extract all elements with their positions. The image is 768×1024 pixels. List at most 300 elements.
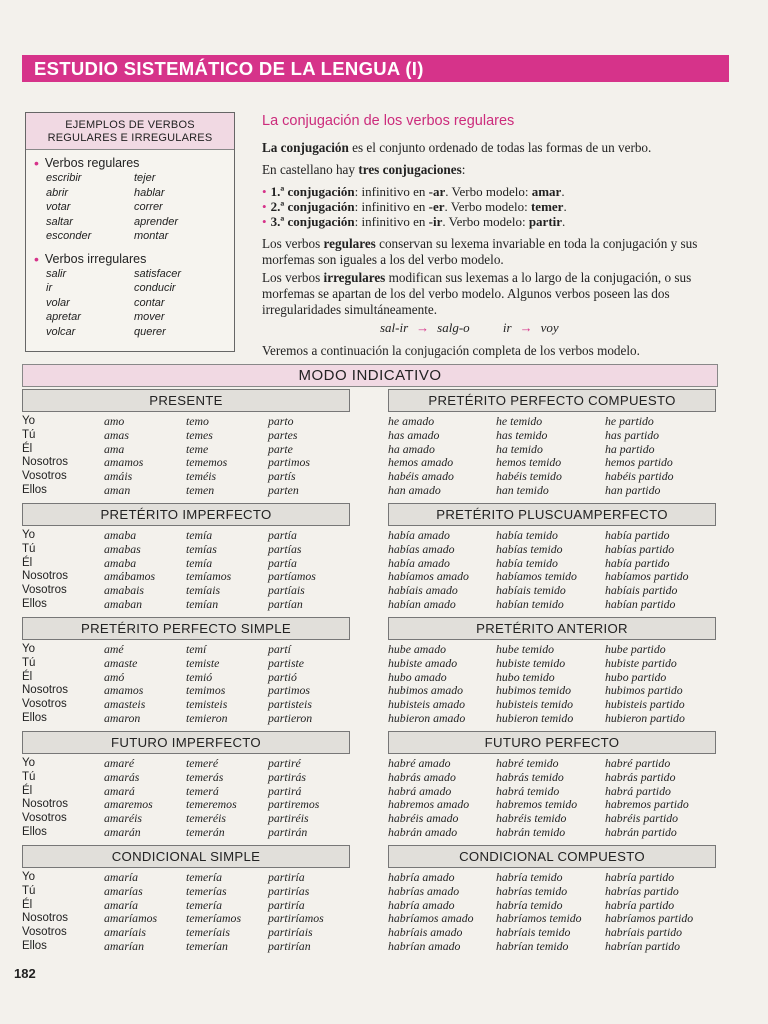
verb-form: amé	[104, 642, 124, 656]
verb-form: amaría	[104, 870, 139, 884]
verb-form: hubimos temido	[496, 683, 572, 698]
example-verb: montar	[134, 230, 169, 242]
conjugation-item: • 2.ª conjugación: infinitivo en -er. Verbo modelo: temer.	[262, 199, 567, 214]
example-verb: aprender	[134, 215, 179, 228]
verb-form: habré amado	[388, 756, 451, 770]
example-verb: volcar	[46, 325, 76, 338]
verb-form: temías	[186, 541, 217, 556]
bullet-icon: •	[34, 250, 39, 267]
regular-verbs-list	[46, 171, 234, 244]
verb-form: partirías	[268, 883, 310, 898]
verb-form: había temido	[496, 555, 558, 570]
verb-form: temisteis	[186, 697, 228, 712]
verb-form: partíais	[268, 583, 305, 598]
paragraph-irregular: Los verbos irregulares modifican sus lexemas a lo largo de la conjugación, o sus morfemas se apartan de los del verbo modelo. Algunos verbos poseen las dos irregularidades simultáneamente.	[262, 270, 692, 317]
verb-form: has partido	[605, 427, 660, 442]
bullet-icon: •	[262, 184, 267, 199]
verb-form: habrán amado	[388, 824, 458, 839]
verb-form: hemos amado	[388, 455, 454, 470]
verb-form: has amado	[388, 427, 440, 442]
example-verb: esconder	[46, 230, 92, 242]
verb-form: habrá temido	[496, 783, 560, 798]
tense-heading: PRETÉRITO PERFECTO SIMPLE	[22, 617, 350, 640]
verb-form: temerás	[186, 769, 224, 784]
pronoun-column	[22, 871, 68, 954]
verb-form: temeré	[186, 756, 219, 770]
verb-form: has temido	[496, 427, 548, 442]
verb-form: temíais	[186, 583, 221, 598]
verb-form: temimos	[186, 683, 226, 698]
example-verb: saltar	[46, 215, 73, 228]
verb-form: amaríais	[104, 925, 146, 940]
verb-form: habría amado	[388, 870, 455, 884]
tense-heading: PRESENTE	[22, 389, 350, 412]
verb-form: hube amado	[388, 642, 446, 656]
verb-form: amamos	[104, 455, 144, 470]
verb-form: temieron	[186, 710, 228, 725]
verb-form: habrá amado	[388, 783, 452, 798]
verb-form: partiría	[268, 897, 305, 912]
verb-form: habías amado	[388, 541, 455, 556]
verb-form: partió	[268, 669, 297, 684]
verb-form: hubieron partido	[605, 710, 685, 725]
tense-heading: FUTURO PERFECTO	[388, 731, 716, 754]
verb-form: he temido	[496, 414, 543, 428]
paragraph-conjugations: En castellano hay tres conjugaciones:	[262, 162, 466, 177]
verb-form: había temido	[496, 528, 558, 542]
verb-form: hubimos amado	[388, 683, 464, 698]
verb-form: amábamos	[104, 569, 156, 584]
verb-form: había partido	[605, 555, 670, 570]
page-number: 182	[14, 966, 36, 981]
pronoun: Nosotros	[22, 798, 69, 811]
verb-form: partías	[268, 541, 302, 556]
example-verb: votar	[46, 201, 71, 213]
pronoun: Yo	[22, 643, 36, 655]
verb-form: temerá	[186, 783, 219, 798]
verb-column-amar	[388, 643, 465, 726]
verb-form: temen	[186, 482, 215, 497]
verb-column-partir	[268, 871, 324, 954]
verb-form: partiremos	[268, 797, 320, 812]
verb-form: hubieron temido	[496, 710, 574, 725]
verb-form: hubo temido	[496, 669, 555, 684]
verb-form: teméis	[186, 469, 217, 484]
pronoun: Ellos	[22, 483, 47, 496]
verb-form: habrían partido	[605, 938, 681, 953]
verb-form: hube temido	[496, 642, 554, 656]
regular-verbs-heading: • Verbos regulares	[34, 155, 140, 171]
verb-form: habrías partido	[605, 883, 679, 898]
verb-form: partiría	[268, 870, 305, 884]
verb-form: habrían temido	[496, 938, 569, 953]
verb-column-temer	[186, 415, 227, 498]
verb-form: partía	[268, 528, 297, 542]
pronoun: Tú	[22, 656, 36, 669]
verb-form: habremos temido	[496, 797, 578, 812]
pronoun: Él	[22, 784, 33, 797]
verb-form: amáis	[104, 469, 133, 484]
example-verb: apretar	[46, 311, 81, 323]
verb-form: habíamos temido	[496, 569, 577, 584]
pronoun: Ellos	[22, 597, 47, 610]
verb-column-amar	[104, 757, 153, 840]
verb-form: amaste	[104, 655, 138, 670]
verb-column-amar	[104, 529, 155, 612]
verb-form: partiríais	[268, 925, 313, 940]
verb-form: amaríamos	[104, 911, 158, 926]
pronoun: Tú	[22, 428, 36, 441]
verb-form: temeríais	[186, 925, 230, 940]
verb-form: habré partido	[605, 756, 671, 770]
example-verb: tejer	[134, 172, 156, 184]
examples-box	[25, 112, 235, 352]
verb-column-amar	[388, 415, 454, 498]
verb-column-partir	[268, 757, 319, 840]
example-verb: satisfacer	[134, 267, 182, 280]
verb-form: habremos partido	[605, 797, 689, 812]
verb-form: hube partido	[605, 642, 666, 656]
verb-form: habremos amado	[388, 797, 470, 812]
pronoun: Nosotros	[22, 456, 69, 469]
verb-form: han partido	[605, 482, 661, 497]
example-verb: hablar	[134, 186, 165, 199]
verb-form: hubisteis amado	[388, 697, 466, 712]
conjugation-item: • 3.ª conjugación: infinitivo en -ir. Verbo modelo: partir.	[262, 214, 566, 229]
verb-form: hubiste partido	[605, 655, 677, 670]
verb-column-temer	[496, 415, 562, 498]
tense-heading: PRETÉRITO IMPERFECTO	[22, 503, 350, 526]
verb-column-temer	[186, 529, 231, 612]
verb-form: habéis temido	[496, 469, 562, 484]
example-verb: abrir	[46, 186, 69, 199]
verb-form: amaba	[104, 555, 137, 570]
verb-form: temí	[186, 642, 207, 656]
tense-heading: FUTURO IMPERFECTO	[22, 731, 350, 754]
verb-column-amar	[388, 871, 474, 954]
pronoun: Ellos	[22, 939, 47, 952]
pronoun: Tú	[22, 884, 36, 897]
tense-heading: CONDICIONAL COMPUESTO	[388, 845, 716, 868]
verb-form: amas	[104, 427, 129, 442]
verb-form: partirían	[268, 938, 311, 953]
pronoun: Yo	[22, 757, 36, 769]
verb-form: amará	[104, 783, 135, 798]
verb-form: habrás amado	[388, 769, 456, 784]
verb-form: amaréis	[104, 811, 143, 826]
verb-form: habíamos amado	[388, 569, 469, 584]
example-verb: contar	[134, 296, 165, 309]
verb-column-temer	[186, 757, 237, 840]
verb-form: tememos	[186, 455, 228, 470]
verb-form: partisteis	[268, 697, 312, 712]
verb-form: amabas	[104, 541, 141, 556]
verb-form: temía	[186, 555, 213, 570]
verb-form: teme	[186, 441, 209, 456]
pronoun-column	[22, 529, 68, 612]
pronoun-column	[22, 643, 68, 726]
example-verb: escribir	[46, 172, 82, 184]
verb-form: temeremos	[186, 797, 237, 812]
verb-form: habías partido	[605, 541, 675, 556]
verb-form: hemos partido	[605, 455, 673, 470]
verb-form: partimos	[268, 683, 310, 698]
verb-form: había amado	[388, 555, 450, 570]
verb-form: han temido	[496, 482, 549, 497]
paragraph-regular: Los verbos regulares conservan su lexema invariable en toda la conjugación y sus morfemas son iguales a los del verbo modelo.	[262, 236, 698, 267]
verb-form: partí	[268, 642, 291, 656]
verb-column-partir	[268, 643, 312, 726]
verb-form: habríais amado	[388, 925, 463, 940]
verb-form: partirá	[268, 783, 302, 798]
verb-form: habrías amado	[388, 883, 460, 898]
verb-form: partíamos	[268, 569, 316, 584]
verb-form: temeréis	[186, 811, 226, 826]
verb-form: habréis partido	[605, 811, 679, 826]
verb-form: partiréis	[268, 811, 309, 826]
verb-column-amar	[388, 757, 469, 840]
verb-form: partiríamos	[268, 911, 324, 926]
verb-column-temer	[496, 643, 573, 726]
page-header: ESTUDIO SISTEMÁTICO DE LA LENGUA (I)	[22, 55, 729, 82]
paragraph-definition: La conjugación es el conjunto ordenado de todas las formas de un verbo.	[262, 140, 652, 155]
verb-form: había partido	[605, 528, 670, 542]
verb-form: partís	[268, 469, 296, 484]
verb-form: partimos	[268, 455, 310, 470]
verb-form: habré temido	[496, 756, 559, 770]
verb-form: temería	[186, 897, 223, 912]
verb-form: amó	[104, 669, 125, 684]
verb-form: temeríamos	[186, 911, 242, 926]
verb-form: parte	[268, 441, 293, 456]
verb-form: habrías temido	[496, 883, 568, 898]
verb-column-temer	[186, 871, 241, 954]
verb-form: habíamos partido	[605, 569, 689, 584]
verb-form: amarán	[104, 824, 141, 839]
verb-form: partiré	[268, 756, 301, 770]
example-verb: correr	[134, 201, 163, 213]
bullet-icon: •	[34, 155, 39, 171]
verb-form: habían partido	[605, 596, 676, 611]
verb-form: partieron	[268, 710, 313, 725]
verb-form: temían	[186, 596, 219, 611]
pronoun: Él	[22, 898, 33, 911]
verb-form: habrás temido	[496, 769, 564, 784]
verb-form: hemos temido	[496, 455, 562, 470]
verb-form: habríamos amado	[388, 911, 474, 926]
mode-heading: MODO INDICATIVO	[22, 364, 718, 387]
verb-form: temiste	[186, 655, 220, 670]
verb-form: habéis partido	[605, 469, 674, 484]
verb-form: amaron	[104, 710, 141, 725]
arrow-icon: →	[519, 320, 533, 335]
verb-form: habría temido	[496, 897, 563, 912]
pronoun: Vosotros	[22, 926, 67, 939]
verb-form: temes	[186, 427, 213, 442]
pronoun: Él	[22, 442, 33, 455]
verb-form: partirán	[268, 824, 308, 839]
verb-column-partir	[268, 529, 316, 612]
verb-form: he partido	[605, 414, 654, 428]
paragraph-next: Veremos a continuación la conjugación completa de los verbos modelo.	[262, 343, 640, 358]
verb-form: habría partido	[605, 897, 675, 912]
example-verb: volar	[46, 296, 70, 309]
verb-form: habéis amado	[388, 469, 454, 484]
verb-form: habrá partido	[605, 783, 671, 798]
example-verb: querer	[134, 325, 166, 338]
verb-form: amarías	[104, 883, 143, 898]
verb-form: ha temido	[496, 441, 543, 456]
verb-form: habríais temido	[496, 925, 571, 940]
verb-form: parto	[268, 414, 294, 428]
tense-heading: CONDICIONAL SIMPLE	[22, 845, 350, 868]
tense-heading: PRETÉRITO ANTERIOR	[388, 617, 716, 640]
pronoun: Nosotros	[22, 570, 69, 583]
verb-form: amaré	[104, 756, 135, 770]
irregular-verbs-list	[46, 267, 234, 340]
verb-form: amarían	[104, 938, 144, 953]
verb-column-amar	[388, 529, 469, 612]
verb-form: amasteis	[104, 697, 146, 712]
verb-form: hubisteis partido	[605, 697, 685, 712]
irregular-verbs-heading: • Verbos irregulares	[34, 250, 147, 267]
irregular-example: sal-ir → salg-o ir → voy	[380, 320, 559, 335]
example-verb: salir	[46, 267, 67, 280]
pronoun: Vosotros	[22, 470, 67, 483]
verb-form: temió	[186, 669, 213, 684]
examples-title: EJEMPLOS DE VERBOS REGULARES E IRREGULARES	[26, 113, 234, 150]
verb-form: temía	[186, 528, 213, 542]
pronoun: Yo	[22, 529, 36, 541]
tense-heading: PRETÉRITO PLUSCUAMPERFECTO	[388, 503, 716, 526]
verb-form: parten	[268, 482, 299, 497]
verb-form: amo	[104, 414, 125, 428]
verb-form: hubisteis temido	[496, 697, 574, 712]
verb-form: habíais amado	[388, 583, 458, 598]
verb-form: habrán temido	[496, 824, 566, 839]
verb-form: temerían	[186, 938, 228, 953]
verb-form: hubieron amado	[388, 710, 466, 725]
verb-form: habíais partido	[605, 583, 678, 598]
verb-form: habríamos temido	[496, 911, 582, 926]
verb-form: habían temido	[496, 596, 564, 611]
verb-form: habríamos partido	[605, 911, 694, 926]
pronoun: Él	[22, 556, 33, 569]
pronoun: Tú	[22, 770, 36, 783]
conjugation-item: • 1.ª conjugación: infinitivo en -ar. Verbo modelo: amar.	[262, 184, 565, 199]
verb-form: amaría	[104, 897, 139, 912]
verb-form: temíamos	[186, 569, 232, 584]
verb-form: había amado	[388, 528, 450, 542]
example-verb: conducir	[134, 282, 176, 294]
verb-form: partía	[268, 555, 297, 570]
pronoun: Yo	[22, 415, 36, 427]
verb-form: temerías	[186, 883, 227, 898]
pronoun-column	[22, 415, 68, 498]
example-verb: mover	[134, 311, 165, 323]
pronoun: Yo	[22, 871, 36, 883]
verb-form: ha partido	[605, 441, 655, 456]
verb-form: hubo partido	[605, 669, 667, 684]
verb-form: hubo amado	[388, 669, 447, 684]
verb-column-partir	[605, 415, 674, 498]
arrow-icon: →	[416, 320, 430, 335]
verb-column-partir	[605, 757, 689, 840]
verb-form: amamos	[104, 683, 144, 698]
verb-column-amar	[104, 415, 143, 498]
section-title: La conjugación de los verbos regulares	[262, 113, 515, 129]
verb-form: habrían amado	[388, 938, 461, 953]
pronoun: Nosotros	[22, 684, 69, 697]
verb-form: habría temido	[496, 870, 563, 884]
verb-form: habréis temido	[496, 811, 567, 826]
verb-column-temer	[496, 757, 577, 840]
verb-column-amar	[104, 643, 145, 726]
verb-form: amaremos	[104, 797, 153, 812]
bullet-icon: •	[262, 199, 267, 214]
verb-form: partes	[268, 427, 298, 442]
verb-form: amabais	[104, 583, 144, 598]
verb-column-temer	[496, 871, 582, 954]
verb-form: habían amado	[388, 596, 456, 611]
verb-form: habríais partido	[605, 925, 683, 940]
verb-form: hubimos partido	[605, 683, 683, 698]
verb-form: habréis amado	[388, 811, 459, 826]
verb-column-partir	[605, 529, 689, 612]
pronoun: Nosotros	[22, 912, 69, 925]
pronoun: Tú	[22, 542, 36, 555]
verb-form: amaba	[104, 528, 137, 542]
pronoun: Él	[22, 670, 33, 683]
verb-form: habrán partido	[605, 824, 677, 839]
verb-form: partiste	[268, 655, 305, 670]
pronoun: Vosotros	[22, 812, 67, 825]
verb-column-temer	[186, 643, 228, 726]
pronoun: Ellos	[22, 825, 47, 838]
verb-form: temo	[186, 414, 209, 428]
verb-column-partir	[268, 415, 310, 498]
verb-column-partir	[605, 643, 685, 726]
pronoun: Vosotros	[22, 584, 67, 597]
pronoun-column	[22, 757, 68, 840]
bullet-icon: •	[262, 214, 267, 229]
verb-form: habría amado	[388, 897, 455, 912]
verb-form: temerán	[186, 824, 225, 839]
tense-heading: PRETÉRITO PERFECTO COMPUESTO	[388, 389, 716, 412]
verb-form: he amado	[388, 414, 435, 428]
verb-column-amar	[104, 871, 157, 954]
pronoun: Vosotros	[22, 698, 67, 711]
verb-column-partir	[605, 871, 693, 954]
verb-form: han amado	[388, 482, 441, 497]
verb-form: partirás	[268, 769, 307, 784]
pronoun: Ellos	[22, 711, 47, 724]
verb-form: hubiste amado	[388, 655, 458, 670]
verb-form: habría partido	[605, 870, 675, 884]
verb-form: amarás	[104, 769, 140, 784]
example-verb: ir	[46, 282, 53, 294]
verb-column-temer	[496, 529, 577, 612]
verb-form: habrás partido	[605, 769, 676, 784]
verb-form: habías temido	[496, 541, 563, 556]
verb-form: amaban	[104, 596, 143, 611]
verb-form: aman	[104, 482, 131, 497]
verb-form: partían	[268, 596, 303, 611]
verb-form: ama	[104, 441, 125, 456]
verb-form: temería	[186, 870, 223, 884]
verb-form: hubiste temido	[496, 655, 566, 670]
verb-form: habíais temido	[496, 583, 566, 598]
